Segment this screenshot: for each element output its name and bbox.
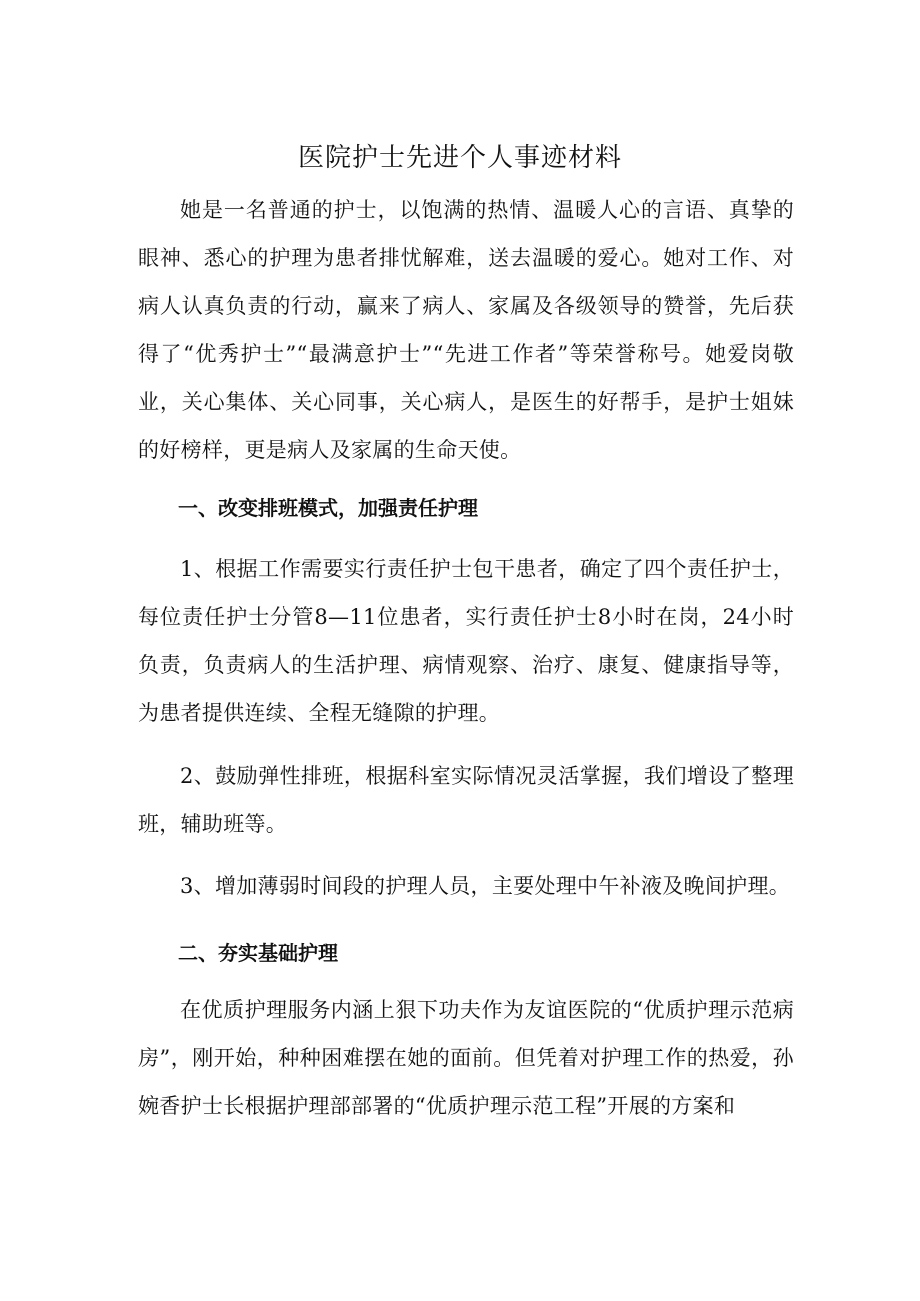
section-1-item-2: 2、鼓励弹性排班，根据科室实际情况灵活掌握，我们增设了整理班，辅助班等。 [138,764,794,836]
document-title: 医院护士先进个人事迹材料 [297,143,622,173]
section-1-item-1: 1、根据工作需要实行责任护士包干患者，确定了四个责任护士，每位责任护士分管8—11位患者，实行责任护士8小时在岗，24小时负责，负责病人的生活护理、病情观察、治疗、康复、健康指导等，为患者提供连续、全程无缝隙的护理。 [138,557,794,725]
section-1-heading: 一、改变排班模式，加强责任护理 [178,496,478,520]
section-2-paragraph: 在优质护理服务内涵上狠下功夫作为友谊医院的“优质护理示范病房”，刚开始，种种困难摆在她的面前。但凭着对护理工作的热爱，孙婉香护士长根据护理部部署的“优质护理示范工程”开展的方案和 [138,998,794,1118]
intro-paragraph: 她是一名普通的护士，以饱满的热情、温暖人心的言语、真挚的眼神、悉心的护理为患者排忧解难，送去温暖的爱心。她对工作、对病人认真负责的行动，赢来了病人、家属及各级领导的赞誉，先后获得了“优秀护士”“最满意护士”“先进工作者”等荣誉称号。她爱岗敬业，关心集体、关心同事，关心病人，是医生的好帮手，是护士姐妹的好榜样，更是病人及家属的生命天使。 [138,198,794,462]
section-2-heading: 二、夯实基础护理 [178,941,338,965]
section-1-item-3: 3、增加薄弱时间段的护理人员，主要处理中午补液及晚间护理。 [180,874,791,898]
